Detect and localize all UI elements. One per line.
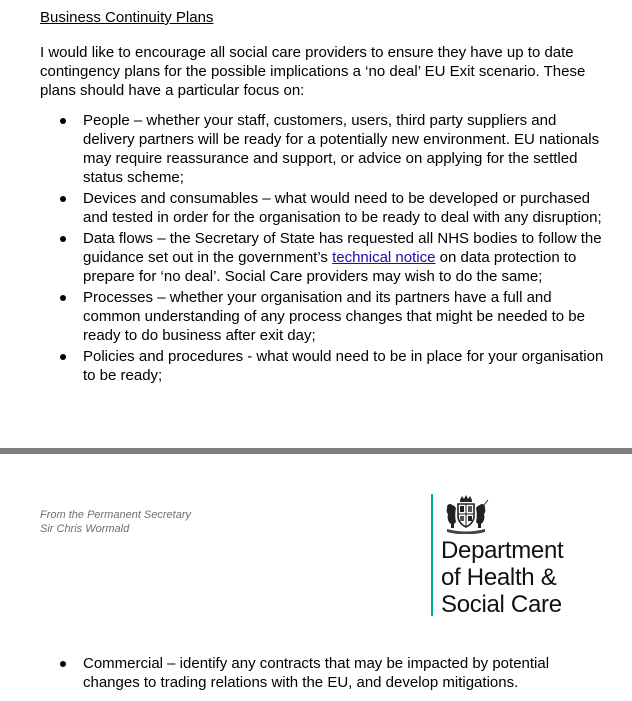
bullet-icon <box>60 295 66 301</box>
from-title: From the Permanent Secretary <box>40 509 192 521</box>
bullet-icon <box>60 118 66 124</box>
department-name-line2: of Health & <box>441 564 557 591</box>
page-bottom <box>0 454 632 701</box>
list-item-commercial <box>58 654 608 692</box>
list-item-text: Devices and consumables – what would need to be developed or purchased and tested in order for the organisation to be ready to deal with any disruption; <box>83 190 602 226</box>
logo-accent-rule <box>431 494 433 616</box>
royal-coat-of-arms-icon <box>443 494 489 534</box>
intro-paragraph: I would like to encourage all social care providers to ensure they have up to date contingency plans for the possible implications a ‘no deal’ EU Exit scenario. These plans should have a particular focus on: <box>40 44 586 99</box>
dhsc-logo <box>431 494 601 618</box>
department-name-line1: Department <box>441 537 564 564</box>
list-item-text: Processes – whether your organisation and its partners have a full and common understanding of any process changes that might be needed to be ready to do business after exit day; <box>83 289 585 344</box>
from-name: Sir Chris Wormald <box>40 523 130 535</box>
list-item-text: People – whether your staff, customers, users, third party suppliers and delivery partners will be ready for a potentially new environment. EU nationals may require reassurance and support, or advice on applying for the settled status scheme; <box>83 112 600 186</box>
list-item-policies <box>58 347 608 385</box>
section-heading: Business Continuity Plans <box>40 9 214 26</box>
focus-list <box>58 111 608 387</box>
bullet-icon <box>60 196 66 202</box>
bullet-icon <box>60 354 66 360</box>
department-name-line3: Social Care <box>441 591 562 618</box>
focus-list-continued <box>58 654 608 692</box>
bullet-icon <box>60 661 66 667</box>
list-item-text-before-link: Data flows – the Secretary of State has requested all NHS bodies to follow the guidance set out in the government’s <box>83 230 602 266</box>
list-item-text: Commercial – identify any contracts that may be impacted by potential changes to trading relations with the EU, and develop mitigations. <box>83 655 550 691</box>
list-item-people <box>58 111 608 187</box>
department-name <box>441 537 563 618</box>
list-item-text-after-link: on data protection to prepare for ‘no deal’. Social Care providers may wish to do the same; <box>83 249 577 285</box>
list-item-text: Policies and procedures - what would need to be in place for your organisation to be ready; <box>83 348 604 384</box>
technical-notice-link[interactable]: technical notice <box>332 249 436 266</box>
list-item-data-flows <box>58 229 608 286</box>
list-item-processes <box>58 288 608 345</box>
bullet-icon <box>60 236 66 242</box>
list-item-devices <box>58 189 608 227</box>
from-block <box>40 508 191 536</box>
